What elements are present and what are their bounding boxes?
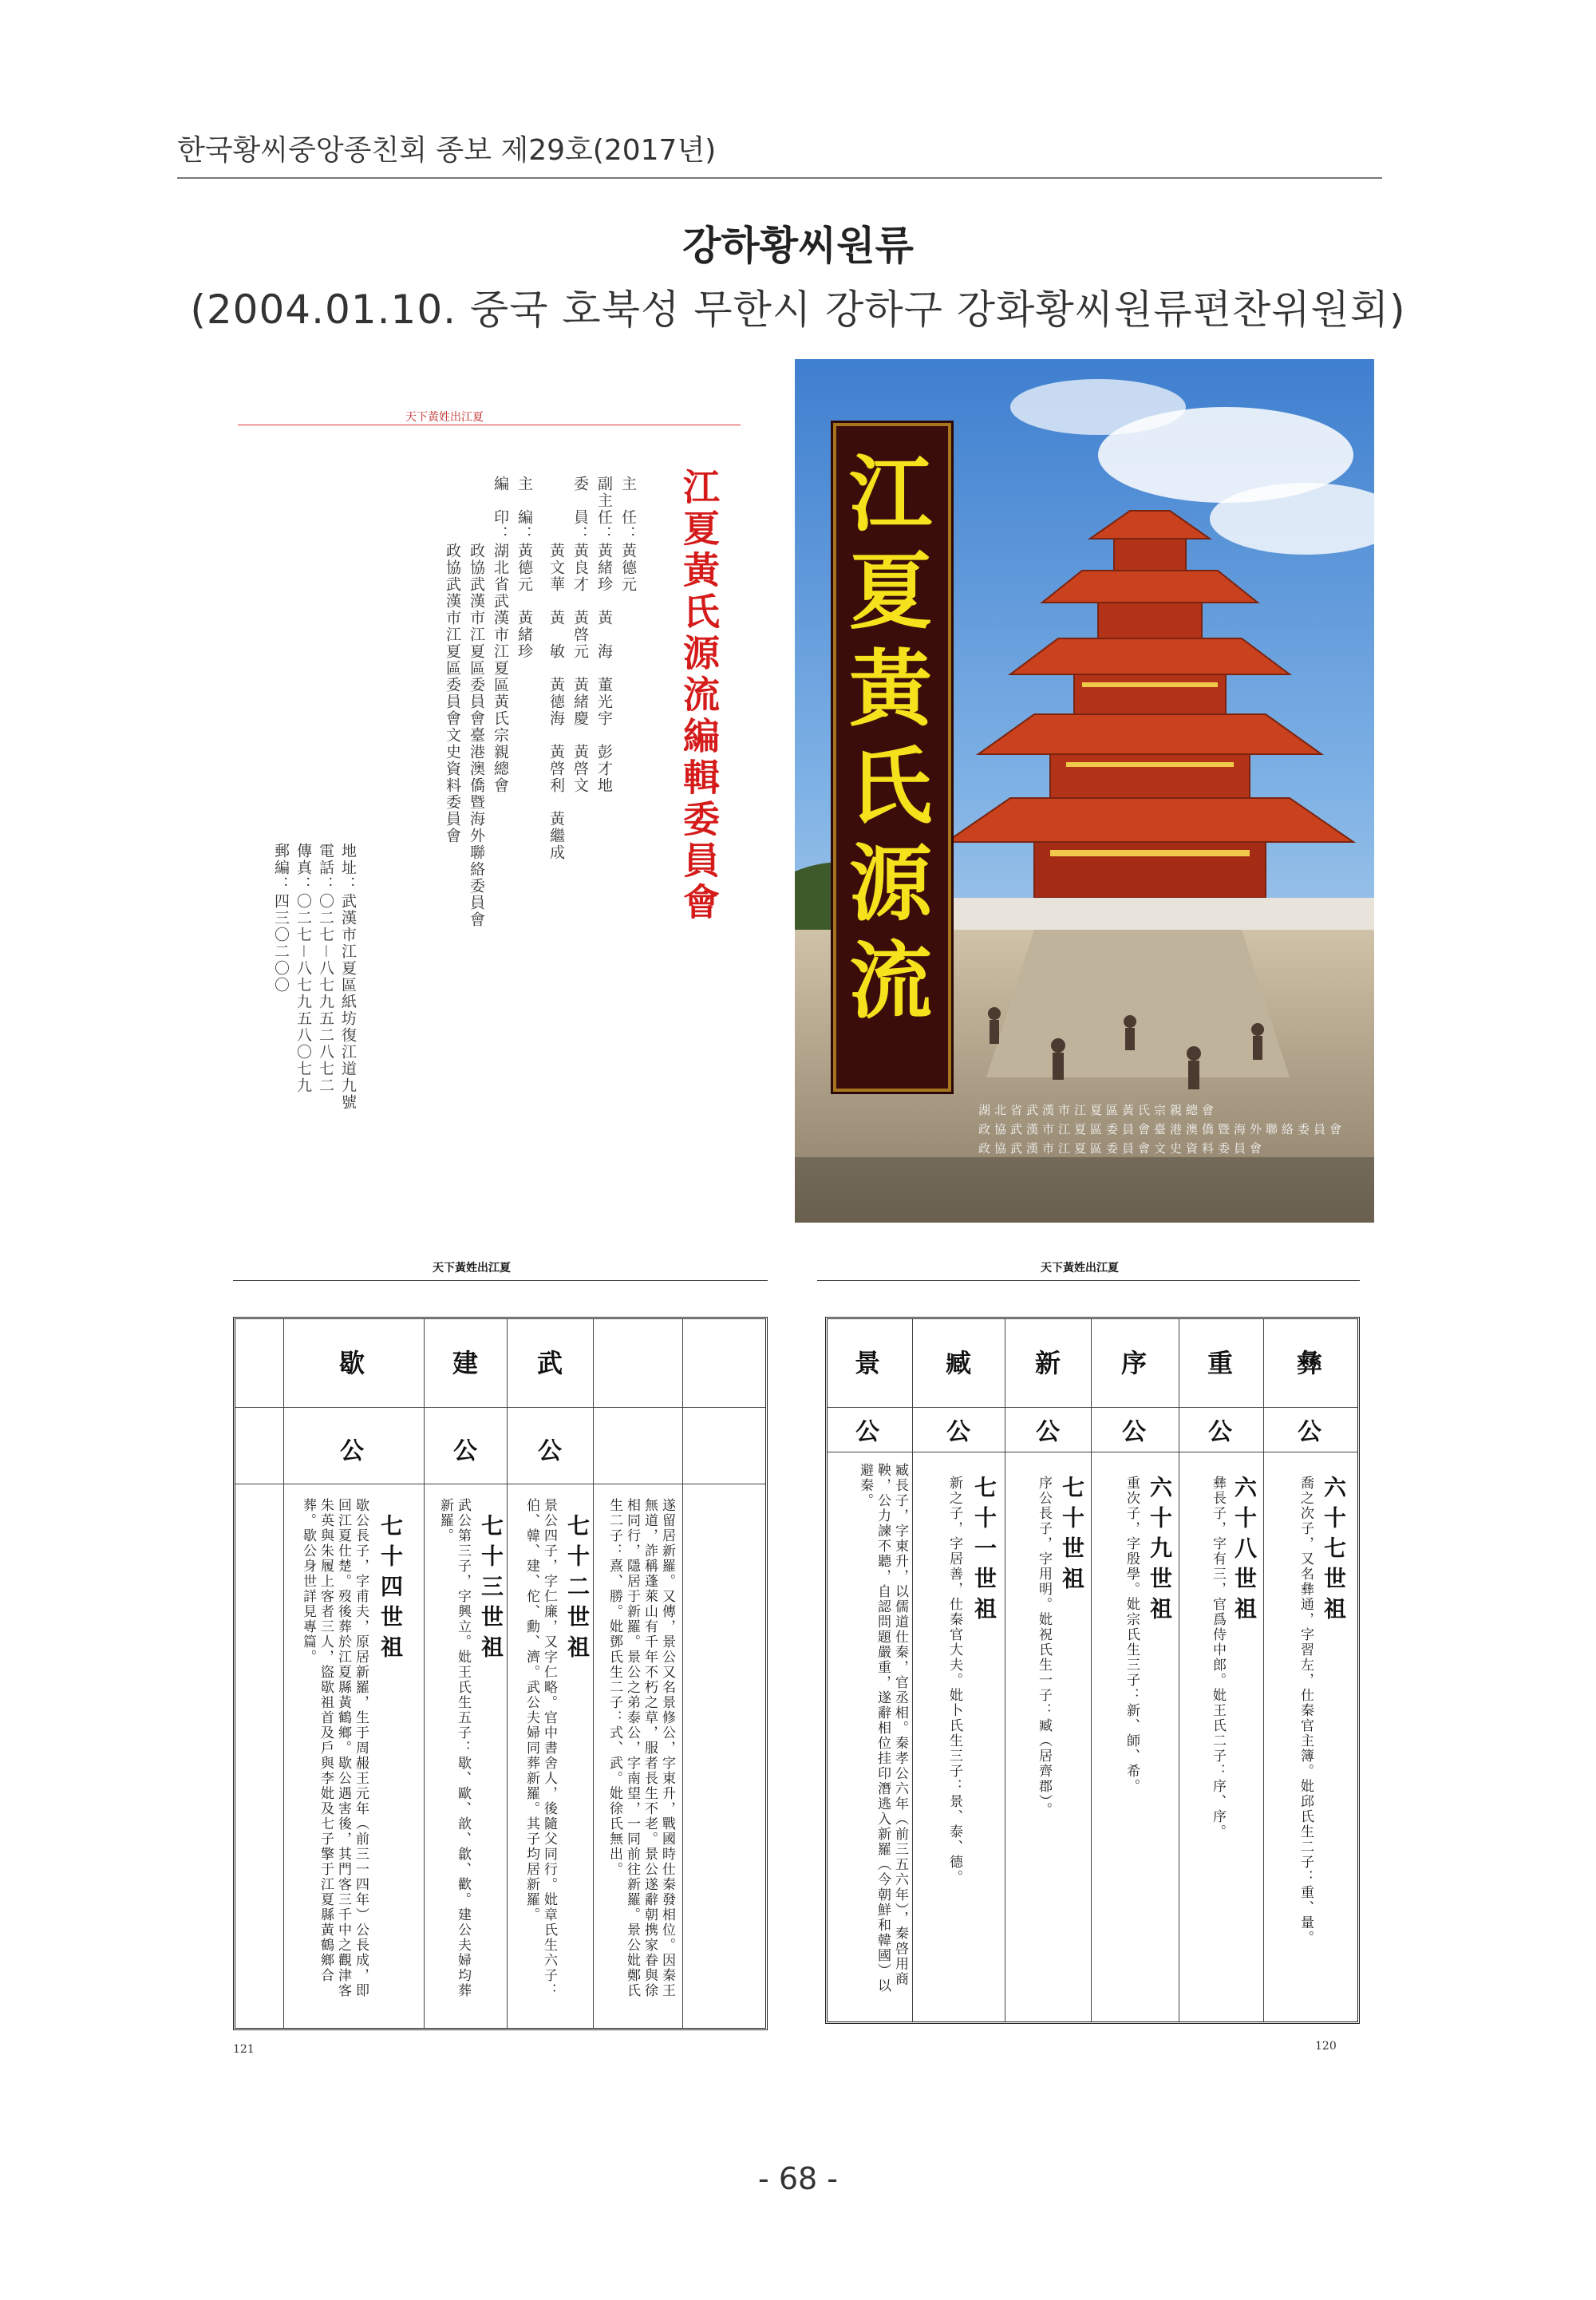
cover-org-line: 政協武漢市江夏區委員會臺港澳僑暨海外聯絡委員會 — [978, 1122, 1346, 1136]
generation-label: 七十三世祖 — [478, 1514, 504, 1666]
page-tagline: 天下黃姓出江夏 — [433, 1262, 511, 1274]
committee-heading: 江夏黃氏源流編輯委員會 — [678, 468, 721, 924]
ancestor-title: 公 — [1208, 1418, 1232, 1446]
ancestor-title: 公 — [855, 1418, 879, 1446]
genealogy-text: 遂留居新羅。又傳，景公又名景修公，字東升，戰國時仕秦發相位。因秦王無道，詐稱蓬萊山有千年不朽之草，服者長生不老。景公遂辭朝携家眷與徐相同行，隱居于新羅。景公之弟泰公，字南望，一同前往新羅。景公妣鄭氏生二子：熹、勝。妣鄧氏生二子：式、武。妣徐氏無出。 — [606, 1498, 675, 1998]
scan-page-number: 121 — [233, 2043, 255, 2056]
ancestor-title: 公 — [453, 1437, 477, 1465]
cover-scan — [795, 359, 1374, 1223]
ancestor-name: 新 — [1034, 1348, 1061, 1378]
staff-line: 委 員：黃良才 黃啓元 黃緒慶 黃啓文 — [571, 476, 589, 794]
page-divider — [233, 1280, 768, 1281]
page-number: - 68 - — [758, 2161, 838, 2196]
address-line: 電話：〇二七－八七九五二八七二 — [317, 843, 334, 1095]
ancestor-name: 臧 — [945, 1348, 971, 1378]
masthead-scan — [238, 380, 741, 1122]
generation-label: 七十二世祖 — [564, 1514, 591, 1666]
generation-label: 六十九世祖 — [1147, 1476, 1173, 1627]
generation-label: 七十四世祖 — [377, 1514, 404, 1666]
genealogy-text: 彝長子，字有三，官爲侍中郎。妣王氏二子：序、序。 — [1210, 1476, 1226, 1840]
staff-line: 副主任：黃緒珍 黃 海 董光宇 彭才地 — [595, 476, 613, 794]
address-line: 地址：武漢市江夏區紙坊復江道九號 — [339, 843, 357, 1111]
masthead-tagline: 天下黃姓出江夏 — [405, 411, 484, 424]
ancestor-title: 公 — [1122, 1418, 1146, 1446]
ancestor-name: 武 — [536, 1348, 563, 1378]
cover-title: 江夏黃氏源流 — [835, 450, 933, 1034]
genealogy-text: 新之子，字居善，仕秦官大夫。妣卜氏生三子：景、泰、德。 — [946, 1476, 962, 1885]
generation-label: 六十七世祖 — [1321, 1476, 1347, 1627]
genealogy-text: 歇公長子，字甫夫，原居新羅，生于周赧王元年（前三一四年）公長成，即回江夏仕楚。歿後葬於江夏縣黃鶴鄉。歇公遇害後，其門客三千中之觀津客朱英與朱履上客者三人，盜歇祖首及戶與李妣及七子擎于江夏縣黃鶴鄉合葬。歇公身世詳見專篇。 — [300, 1498, 369, 1998]
staff-line: 主 任：黃德元 — [619, 476, 637, 593]
ancestor-name: 歇 — [338, 1348, 365, 1378]
page-tagline: 天下黃姓出江夏 — [1041, 1262, 1119, 1274]
ancestor-title: 公 — [340, 1437, 364, 1465]
ancestor-title: 公 — [538, 1437, 562, 1465]
genealogy-table — [825, 1317, 1360, 2024]
genealogy-page-right — [801, 1245, 1376, 2091]
page-subtitle: (2004.01.10. 중국 호북성 무한시 강하구 강화황씨원류편찬위원회) — [190, 287, 1406, 333]
cover-org-line: 湖北省武漢市江夏區黃氏宗親總會 — [978, 1103, 1219, 1117]
address-line: 傳真：〇二七－八七九五八〇七九 — [294, 843, 312, 1095]
cover-org-line: 政協武漢市江夏區委員會文史資料委員會 — [978, 1141, 1266, 1156]
scan-page-number: 120 — [1315, 2040, 1337, 2053]
ancestor-title: 公 — [1036, 1418, 1060, 1446]
generation-label: 七十世祖 — [1059, 1476, 1085, 1597]
genealogy-text: 臧長子，字東升，以儒道仕秦，官丞相。秦孝公六年（前三五六年），秦啓用商鞅，公力諫不聽，自認問題嚴重，遂辭相位挂印潛逃入新羅（今朝鮮和韓國）以避秦。 — [857, 1463, 908, 1994]
genealogy-table — [233, 1317, 768, 2030]
ancestor-name: 景 — [854, 1348, 880, 1378]
genealogy-page-left — [209, 1245, 784, 2091]
newsletter-header: 한국황씨중앙종친회 종보 제29호(2017년) — [177, 134, 717, 167]
ancestor-title: 公 — [946, 1418, 970, 1446]
ancestor-title: 公 — [1298, 1418, 1321, 1446]
genealogy-text: 序公長子，字用明。妣祝氏生一子：臧（居齊郡）。 — [1036, 1476, 1052, 1818]
ancestor-name: 序 — [1120, 1348, 1147, 1378]
genealogy-text: 武公第三子，字興立。妣王氏生五子：歇、歐、歆、歙、歡。建公夫婦均葬新羅。 — [437, 1498, 471, 1998]
ancestor-name: 彝 — [1296, 1348, 1322, 1378]
staff-line: 黃文華 黃 敏 黃德海 黃啓利 黃繼成 — [547, 476, 565, 861]
cover-title-board — [833, 423, 951, 1092]
page-divider — [817, 1280, 1360, 1281]
staff-line: 政協武漢市江夏區委員會文史資料委員會 — [444, 476, 461, 844]
staff-line: 政協武漢市江夏區委員會臺港澳僑暨海外聯絡委員會 — [468, 476, 485, 928]
staff-line: 主 編：黃德元 黃緒珍 — [516, 476, 533, 660]
staff-line: 編 印：湖北省武漢市江夏區黃氏宗親總會 — [492, 476, 509, 794]
generation-label: 六十八世祖 — [1231, 1476, 1258, 1627]
genealogy-text: 喬之次子，又名彝通，字習左，仕秦官主簿。妣邱氏生二子：重、量。 — [1298, 1476, 1314, 1946]
genealogy-text: 重次子，字殷學。妣宗氏生三子：新、師、希。 — [1124, 1476, 1140, 1794]
address-line: 郵編：四三〇二〇〇 — [272, 843, 290, 994]
ancestor-name: 建 — [452, 1348, 478, 1378]
header-divider — [177, 177, 1382, 179]
ancestor-name: 重 — [1207, 1348, 1233, 1378]
generation-label: 七十一世祖 — [971, 1476, 998, 1627]
page-title: 강하황씨원류 — [682, 223, 914, 269]
genealogy-text: 景公四子，字仁廉，又字仁略。官中書舍人，後隨父同行。妣章氏生六子：伯、韓、建、佗、勳、濟。武公夫婦同葬新羅。其子均居新羅。 — [523, 1498, 557, 1998]
